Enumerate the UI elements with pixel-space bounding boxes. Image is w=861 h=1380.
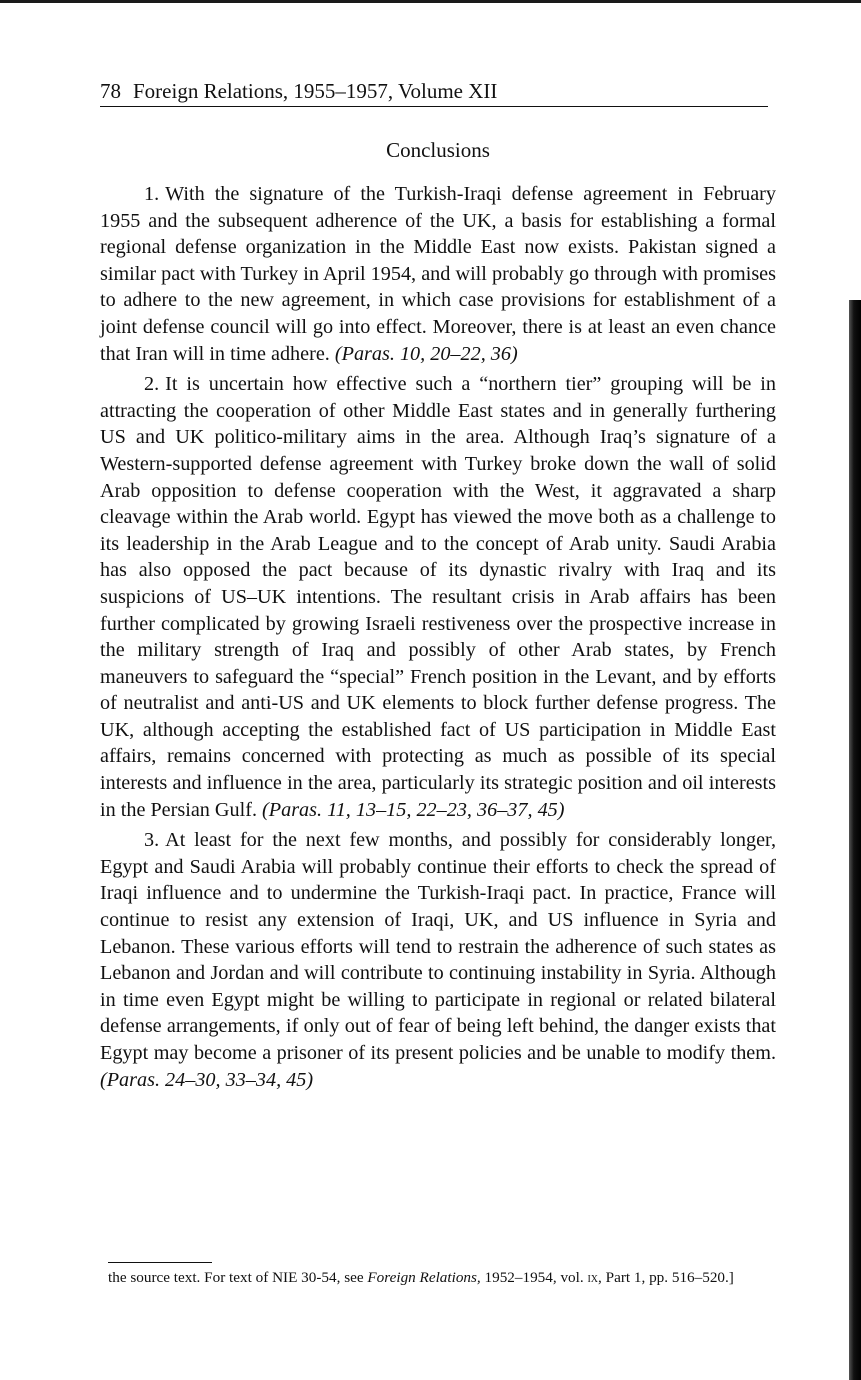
paragraph-number: 2. xyxy=(144,373,160,396)
running-title: Foreign Relations, 1955–1957, Volume XII xyxy=(133,79,498,103)
page-number: 78 xyxy=(100,79,121,103)
running-head xyxy=(100,78,768,107)
scan-edge-top xyxy=(0,0,861,3)
paragraph-2 xyxy=(100,371,776,823)
paragraph-reference: (Paras. 24–30, 33–34, 45) xyxy=(100,1068,314,1091)
paragraph-number: 1. xyxy=(144,183,160,205)
paragraph-reference: (Paras. 11, 13–15, 22–23, 36–37, 45) xyxy=(262,798,565,821)
document-page xyxy=(100,78,776,1097)
paragraph-number: 3. xyxy=(144,829,160,852)
footnote xyxy=(108,1266,784,1291)
paragraph-3 xyxy=(100,827,776,1093)
paragraph-text: With the signature of the Turkish-Iraqi defense agreement in February 1955 and the subsequent adherence of the UK, a basis for establishing a formal regional defense organization in the Middle East now exists. Pakistan signed a similar pact with Turkey in April 1954, and will probably go through with promises to adhere to the new agreement, in which case provisions for establishment of a joint defense council will go into effect. Moreover, there is at least an even chance that Iran will in time adhere. xyxy=(100,183,776,365)
scan-edge-right xyxy=(849,300,861,1380)
footnote-volume: ix xyxy=(587,1271,599,1286)
footnote-text-after: , Part 1, pp. 516–520.] xyxy=(598,1269,734,1286)
paragraph-text: It is uncertain how effective such a “northern tier” grouping will be in attracting the cooperation of other Middle East states and in generally furthering US and UK politico-military aims in the area. Although Iraq’s signature of a Western-supported defense agreement with Turkey broke down the wall of solid Arab opposition to defense cooperation with the West, it aggravated a sharp cleavage within the Arab world. Egypt has viewed the move both as a challenge to its leadership in the Arab League and to the concept of Arab unity. Saudi Arabia has also opposed the pact because of its dynastic rivalry with Iraq and its suspicions of US–UK intentions. The resultant crisis in Arab affairs has been further complicated by growing Israeli restiveness over the prospective increase in the military strength of Iraq and possibly of other Arab states, by French maneuvers to safeguard the “special” French position in the Levant, and by efforts of neutralist and anti-US and UK elements to block further defense progress. The UK, although accepting the established fact of US participation in Middle East affairs, remains concerned with protecting as much as possible of its special interests and influence in the area, particularly its strategic position and oil interests in the Persian Gulf. xyxy=(100,373,776,821)
paragraph-text: At least for the next few months, and possibly for considerably longer, Egypt and Saudi Arabia will probably continue their efforts to check the spread of Iraqi influence and to undermine the Turkish-Iraqi pact. In practice, France will continue to resist any extension of Iraqi, UK, and US influence in Syria and Lebanon. These various efforts will tend to restrain the adherence of such states as Lebanon and Jordan and will contribute to continuing instability in Syria. Although in time even Egypt might be willing to participate in regional or related bilateral defense arrangements, if only out of fear of being left behind, the danger exists that Egypt may become a prisoner of its present policies and be unable to modify them. xyxy=(100,829,776,1064)
paragraph-1 xyxy=(100,181,776,367)
footnote-rule xyxy=(108,1262,212,1263)
footnote-text-before: the source text. For text of NIE 30-54, see xyxy=(108,1269,364,1286)
paragraph-reference: (Paras. 10, 20–22, 36) xyxy=(334,342,518,365)
section-title: Conclusions xyxy=(386,138,490,162)
footnote-italic-title: Foreign Relations, xyxy=(367,1269,481,1286)
footnote-years: 1952–1954, vol. xyxy=(484,1269,584,1286)
